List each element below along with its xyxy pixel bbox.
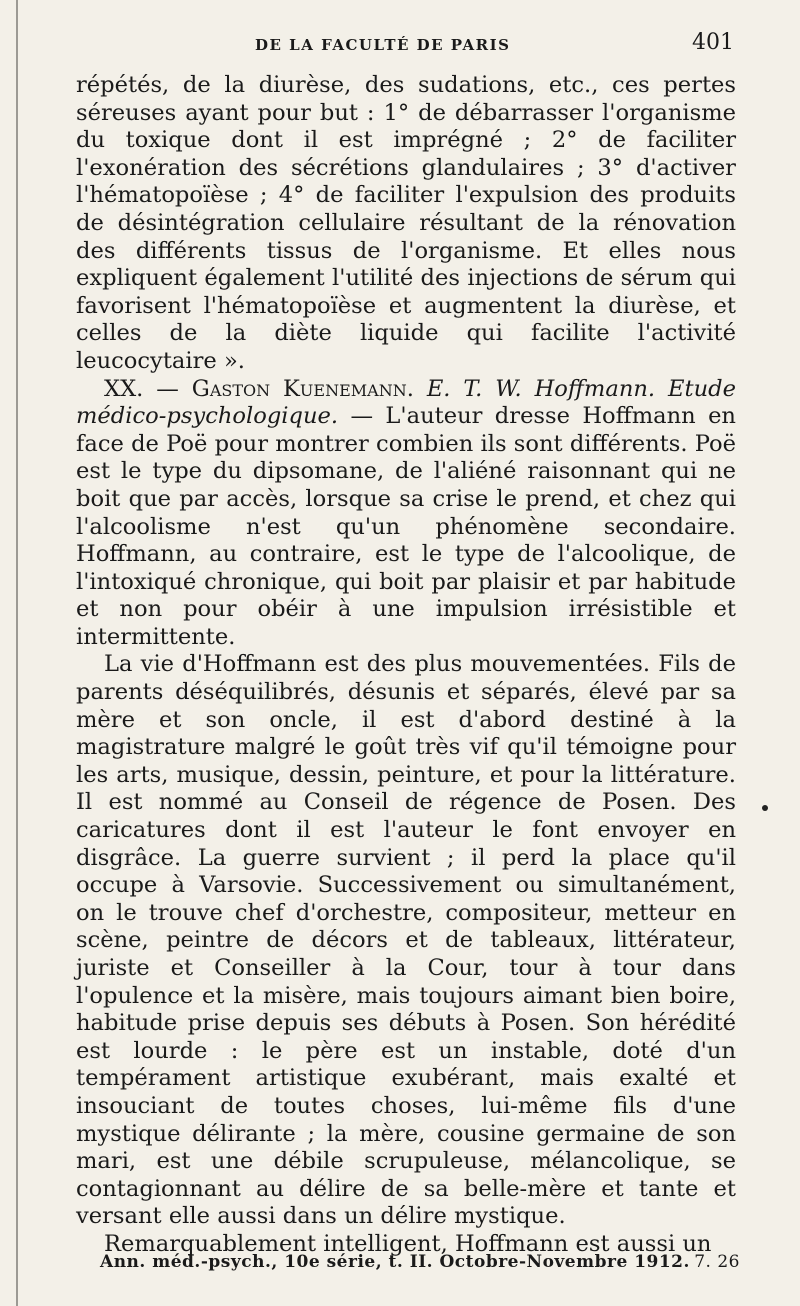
margin-dot: [762, 805, 768, 811]
page-number: 401: [692, 30, 734, 55]
page-header: [80, 28, 734, 62]
paragraph-biography: La vie d'Hoffmann est des plus mouvementées. Fils de parents déséquilibrés, désunis et séparés, élevé par sa mère et son oncle, il est d'abord destiné à la magistrature malgré le goût très vif qu'il témoigne pour les arts, musique, dessin, peinture, et pour la littérature. Il est nommé au Conseil de régence de Posen. Des caricatures dont il est l'auteur le font envoyer en disgrâce. La guerre survient ; il perd la place qu'il occupe à Varsovie. Successivement ou simultanément, on le trouve chef d'orchestre, compositeur, metteur en scène, peintre de décors et de tableaux, littérateur, juriste et Conseiller à la Cour, tour à tour dans l'opulence et la misère, mais toujours aimant bien boire, habitude prise depuis ses débuts à Posen. Son hérédité est lourde : le père est un instable, doté d'un tempérament artistique exubérant, mais exalté et insouciant de toutes choses, lui-même fils d'une mystique délirante ; la mère, cousine germaine de son mari, est une débile scrupuleuse, mélancolique, se contagionnant au délire de sa belle-mère et tante et versant elle aussi dans un délire mystique.: [76, 651, 736, 1230]
entry-text: — L'auteur dresse Hoffmann en face de Poë pour montrer combien ils sont différents. Poë est le type du dipsomane, de l'aliéné raisonnant qui ne boit que par accès, lorsque sa crise le prend, et chez qui l'alcoolisme n'est qu'un phénomène secondaire. Hoffmann, au contraire, est le type de l'alcoolique, de l'intoxiqué chronique, qui boit par plaisir et par habitude et non pour obéir à une impulsion irrésistible et intermittente.: [76, 403, 736, 650]
page-edge-line: [16, 0, 18, 1306]
page-footer: [100, 1252, 740, 1272]
journal-citation: Ann. méd.-psych., 10e série, t. II. Octobre-Novembre 1912.: [100, 1252, 690, 1272]
entry-title: E. T. W. Hoffmann. Etude médico-psychologique.: [76, 375, 736, 430]
paragraph-continuation: répétés, de la diurèse, des sudations, etc., ces pertes séreuses ayant pour but : 1° de débarrasser l'organisme du toxique dont il est imprégné ; 2° de faciliter l'exonération des sécrétions glandulaires ; 3° d'activer l'hématopoïèse ; 4° de faciliter l'expulsion des produits de désintégration cellulaire résultant de la rénovation des différents tissus de l'organisme. Et elles nous expliquent également l'utilité des injections de sérum qui favorisent l'hématopoïèse et augmentent la diurèse, et celles de la diète liquide qui facilite l'activité leucocytaire ».: [76, 72, 736, 374]
paragraph-review-entry: [76, 376, 736, 652]
paragraph-final: Remarquablement intelligent, Hoffmann est aussi un: [104, 1230, 712, 1257]
printer-signature: 7. 26: [694, 1252, 740, 1272]
body-text: [76, 72, 736, 1259]
entry-author: Gaston Kuenemann.: [191, 375, 414, 402]
entry-number: XX. —: [104, 375, 179, 402]
running-title: DE LA FACULTÉ DE PARIS: [255, 36, 511, 54]
